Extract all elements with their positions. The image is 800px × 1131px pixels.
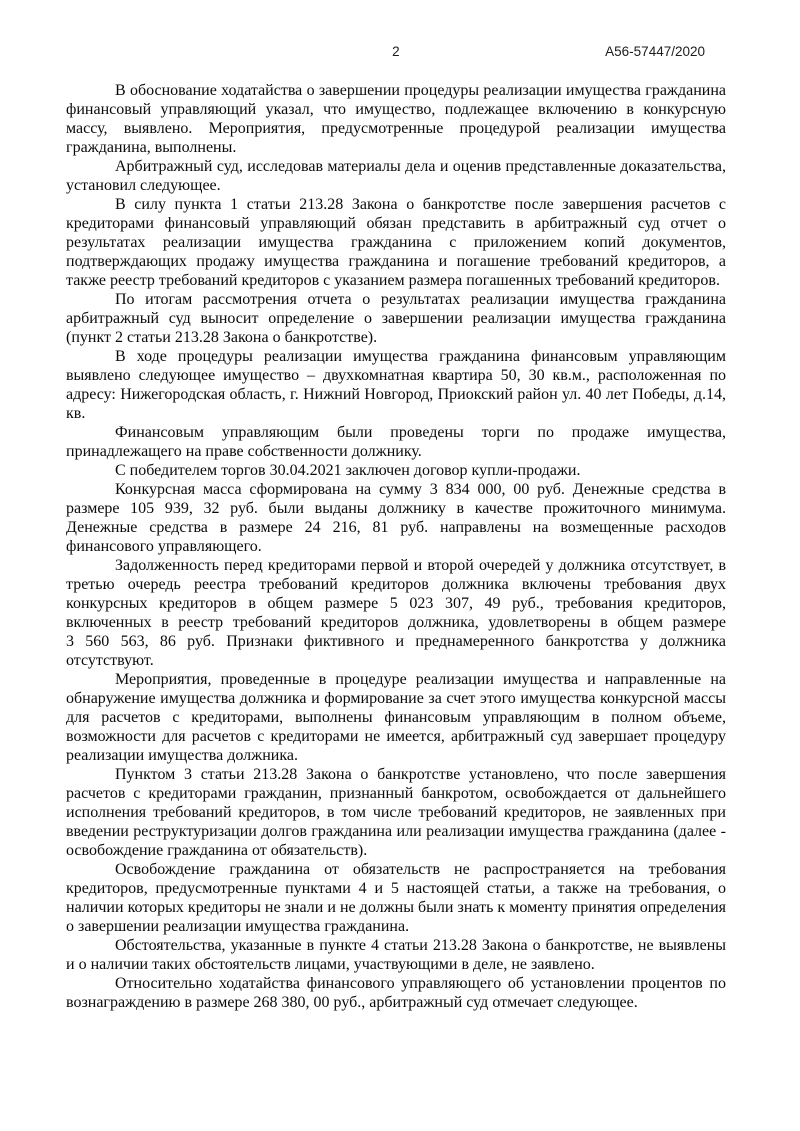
paragraph: Пунктом 3 статьи 213.28 Закона о банкротстве установлено, что после завершения расчетов с кредиторами гражданин, признанный банкротом, освобождается от дальнейшего исполнения требований кредиторов, в том числе требований кредиторов, не заявленных при введении реструктуризации долгов гражданина или реализации имущества гражданина (далее - освобождение гражданина от обязательств). xyxy=(66,766,726,859)
paragraph: В силу пункта 1 статьи 213.28 Закона о банкротстве после завершения расчетов с кредиторами финансовый управляющий обязан представить в арбитражный суд отчет о результатах реализации имущества гражданина с приложением копий документов, подтверждающих продажу имущества гражданина и погашение требований кредиторов, а также реестр требований кредиторов с указанием размера погашенных требований кредиторов. xyxy=(66,196,726,289)
page-header xyxy=(66,44,726,62)
case-number: А56-57447/2020 xyxy=(605,44,705,59)
paragraph: Конкурсная масса сформирована на сумму 3 834 000, 00 руб. Денежные средства в размере 105 939, 32 руб. были выданы должнику в качестве прожиточного минимума. Денежные средства в размере 24 216, 81 руб. направлены на возмещенные расходов финансового управляющего. xyxy=(66,481,726,555)
paragraph: По итогам рассмотрения отчета о результатах реализации имущества гражданина арбитражный суд выносит определение о завершении реализации имущества гражданина (пункт 2 статьи 213.28 Закона о банкротстве). xyxy=(66,291,726,346)
paragraph: В ходе процедуры реализации имущества гражданина финансовым управляющим выявлено следующее имущество – двухкомнатная квартира 50, 30 кв.м., расположенная по адресу: Нижегородская область, г. Нижний Новгород, Приокский район ул. 40 лет Победы, д.14, кв. xyxy=(66,348,726,422)
document-body xyxy=(66,81,726,1012)
paragraph: С победителем торгов 30.04.2021 заключен договор купли-продажи. xyxy=(115,462,581,479)
paragraph: Обстоятельства, указанные в пункте 4 статьи 213.28 Закона о банкротстве, не выявлены и о наличии таких обстоятельств лицами, участвующими в деле, не заявлено. xyxy=(66,937,726,973)
page-number: 2 xyxy=(392,44,400,59)
paragraph: Финансовым управляющим были проведены торги по продаже имущества, принадлежащего на праве собственности должнику. xyxy=(66,424,726,460)
paragraph: Задолженность перед кредиторами первой и второй очередей у должника отсутствует, в третью очередь реестра требований кредиторов должника включены требования двух конкурсных кредиторов в общем размере 5 023 307, 49 руб., требования кредиторов, включенных в реестр требований кредиторов должника, удовлетворены в общем размере 3 560 563, 86 руб. Признаки фиктивного и преднамеренного банкротства у должника отсутствуют. xyxy=(66,557,726,669)
paragraph: Арбитражный суд, исследовав материалы дела и оценив представленные доказательства, установил следующее. xyxy=(66,158,726,194)
paragraph: Освобождение гражданина от обязательств не распространяется на требования кредиторов, предусмотренные пунктами 4 и 5 настоящей статьи, а также на требования, о наличии которых кредиторы не знали и не должны были знать к моменту принятия определения о завершении реализации имущества гражданина. xyxy=(66,861,726,935)
paragraph: В обоснование ходатайства о завершении процедуры реализации имущества гражданина финансовый управляющий указал, что имущество, подлежащее включению в конкурсную массу, выявлено. Мероприятия, предусмотренные процедурой реализации имущества гражданина, выполнены. xyxy=(66,82,726,156)
paragraph: Относительно ходатайства финансового управляющего об установлении процентов по вознаграждению в размере 268 380, 00 руб., арбитражный суд отмечает следующее. xyxy=(66,975,726,1011)
paragraph: Мероприятия, проведенные в процедуре реализации имущества и направленные на обнаружение имущества должника и формирование за счет этого имущества конкурсной массы для расчетов с кредиторами, выполнены финансовым управляющим в полном объеме, возможности для расчетов с кредиторами не имеется, арбитражный суд завершает процедуру реализации имущества должника. xyxy=(66,671,726,764)
